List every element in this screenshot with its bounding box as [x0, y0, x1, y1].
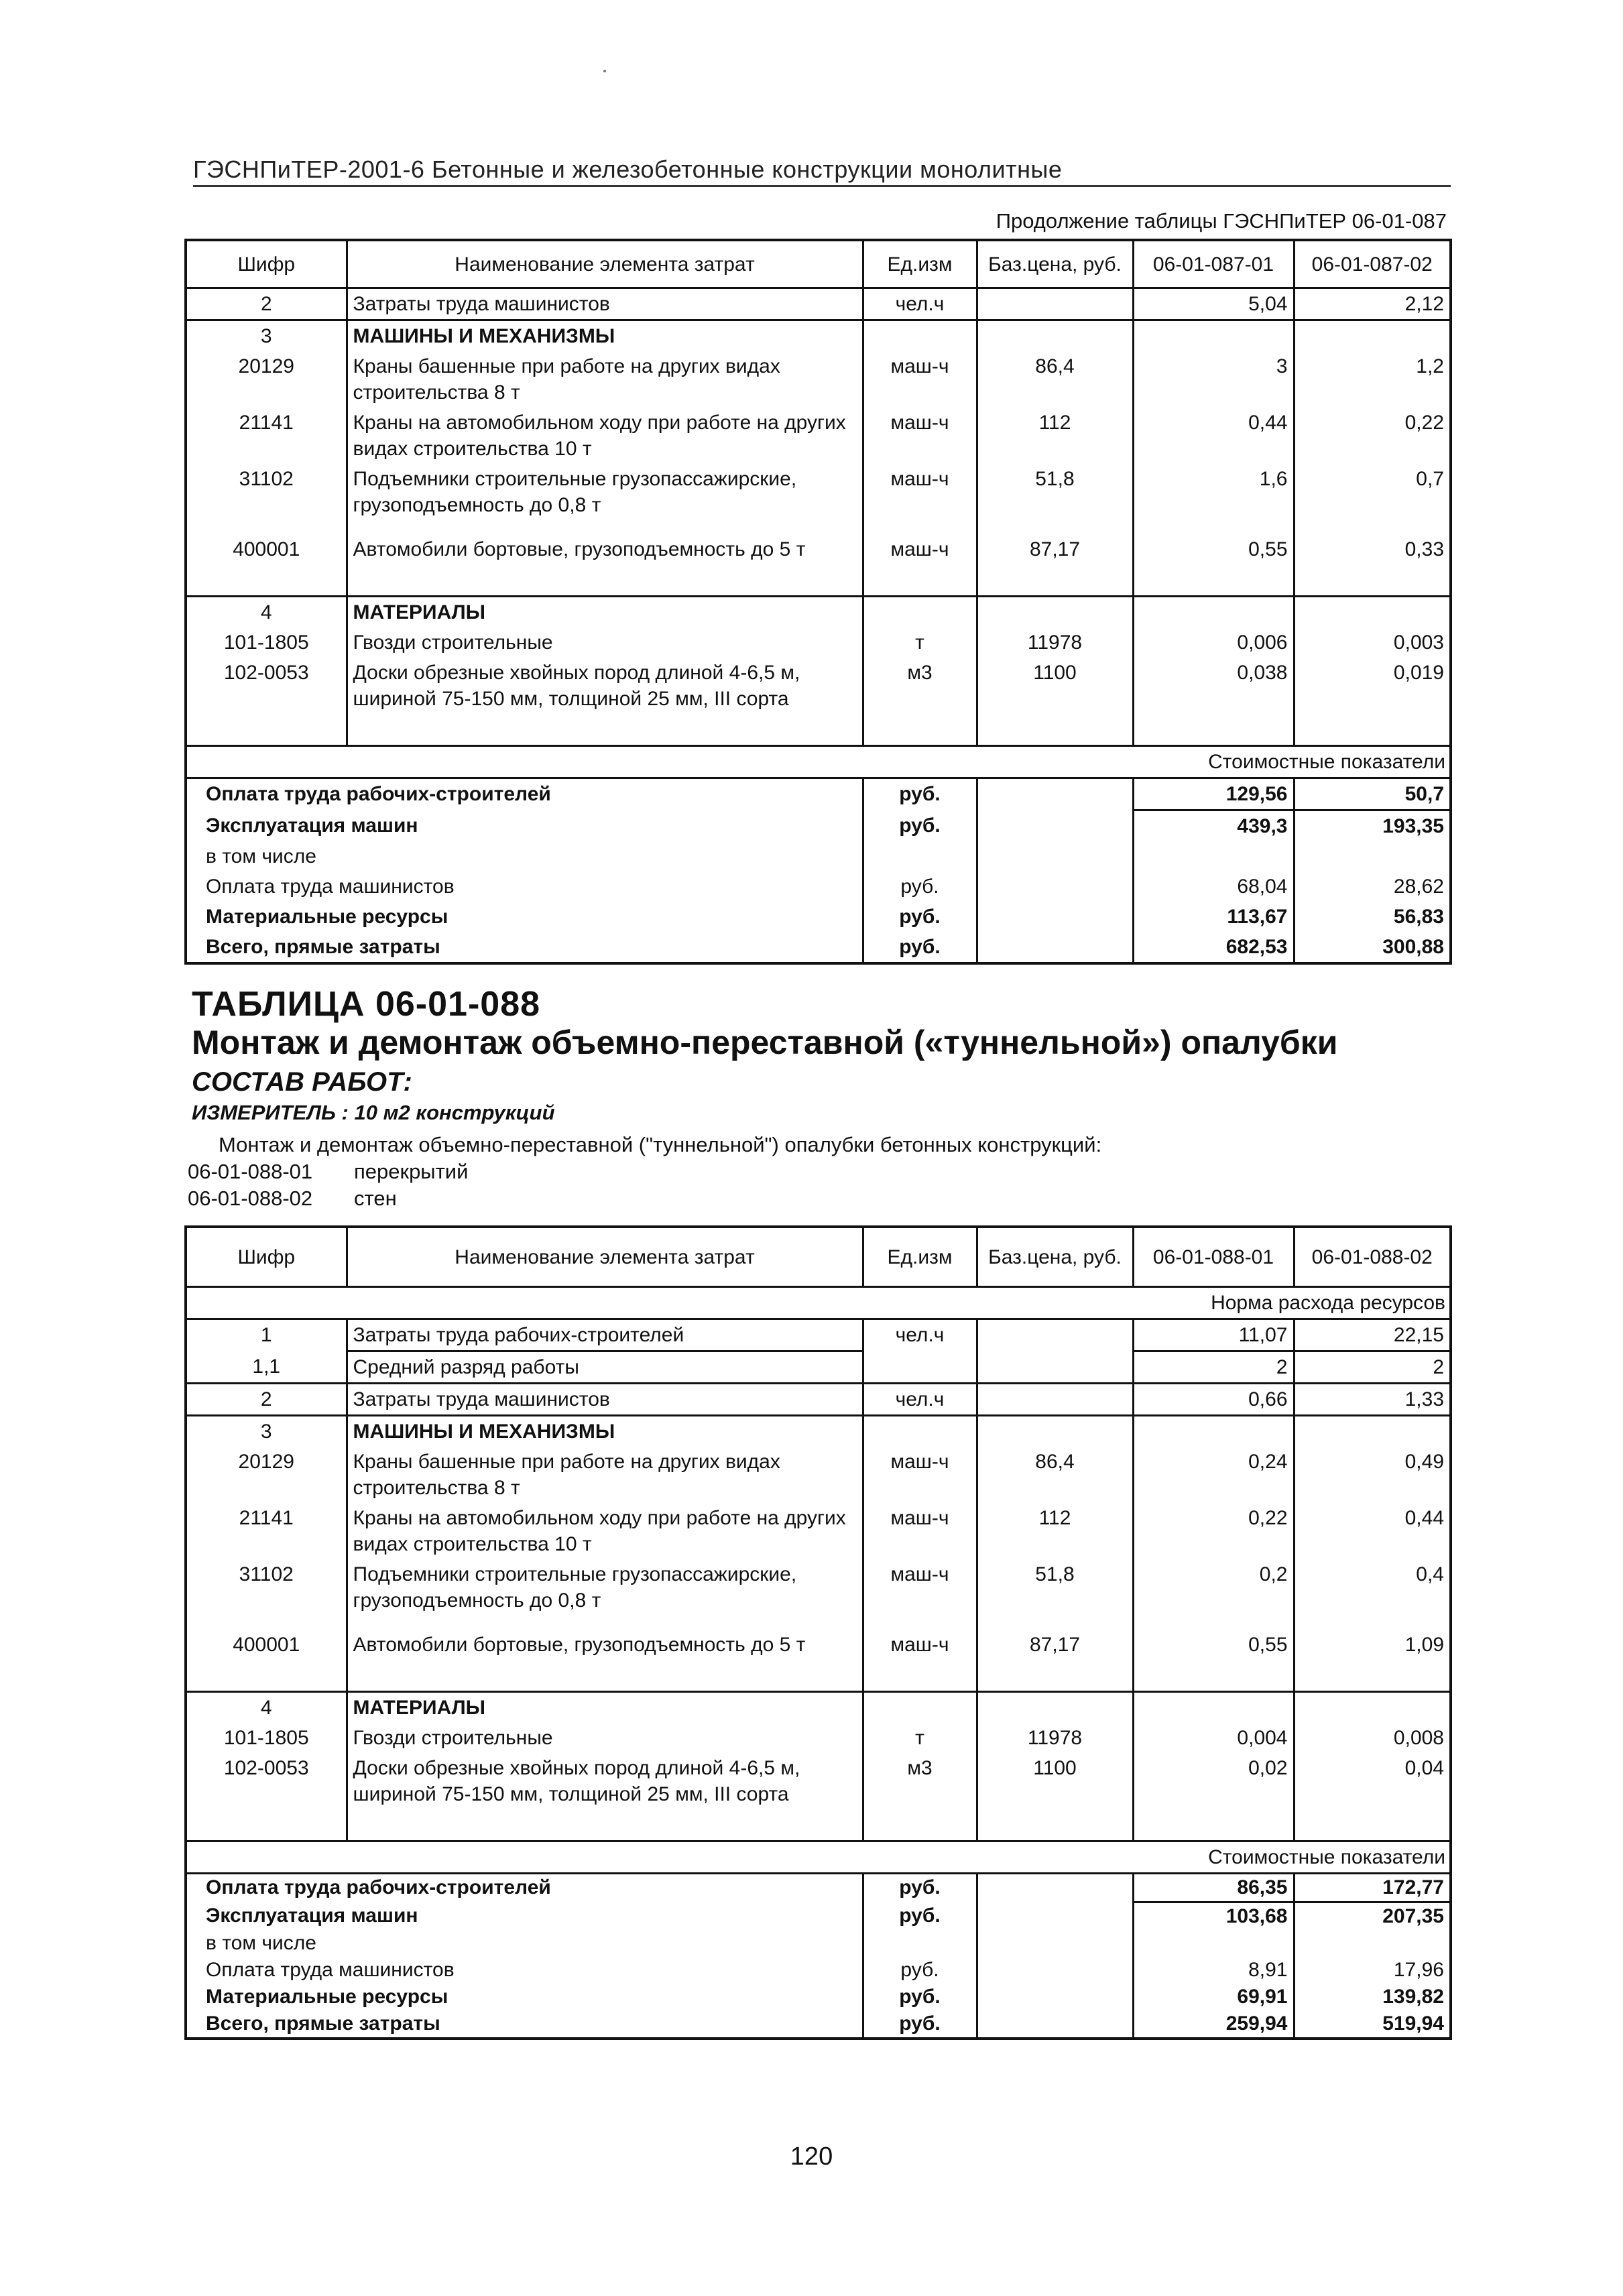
row-name: Краны башенные при работе на других видах строительства 8 т: [347, 351, 863, 408]
row-value-2: 0,33: [1404, 538, 1444, 560]
row-code: 21141: [186, 408, 347, 464]
row-value-2: [1294, 320, 1451, 352]
summary-value-2: 193,35: [1382, 815, 1444, 837]
row-code: 400001: [186, 520, 347, 564]
table-row: [186, 351, 1451, 408]
row-value-2: 0,04: [1404, 1757, 1444, 1779]
row-code: 4: [186, 1692, 347, 1724]
row-unit: маш-ч: [863, 351, 977, 408]
row-unit: м3: [863, 658, 977, 714]
row-unit: т: [863, 627, 977, 658]
summary-value-1: 129,56: [1133, 778, 1294, 810]
row-name: Затраты труда рабочих-строителей: [347, 1319, 863, 1351]
summary-unit: руб.: [863, 1957, 977, 1984]
cost-band: Стоимостные показатели: [186, 746, 1451, 778]
summary-value-2: [1294, 841, 1451, 871]
summary-row: [186, 1957, 1451, 1984]
row-value-2: [1294, 1416, 1451, 1447]
row-price: 51,8: [977, 1559, 1133, 1616]
row-unit: маш-ч: [863, 408, 977, 464]
row-value-2: 1,09: [1404, 1634, 1444, 1656]
resource-table-088: [184, 1225, 1452, 2040]
table-row: [186, 1616, 1451, 1660]
summary-row: [186, 1984, 1451, 2010]
row-code: 31102: [186, 464, 347, 520]
summary-value-1: 682,53: [1133, 932, 1294, 963]
running-head: ГЭСНПиТЕР-2001-6 Бетонные и железобетонные конструкции монолитные: [193, 156, 1063, 183]
row-value-1: [1133, 1692, 1294, 1724]
table-row: [186, 1503, 1451, 1559]
row-price: [977, 288, 1133, 320]
summary-row: [186, 871, 1451, 902]
row-unit: [863, 1351, 977, 1384]
summary-unit: руб.: [863, 871, 977, 902]
header-col1: 06-01-088-01: [1133, 1227, 1294, 1287]
summary-label: Всего, прямые затраты: [186, 932, 863, 963]
row-unit: т: [863, 1723, 977, 1753]
header-code: Шифр: [186, 240, 347, 288]
summary-value-1: 259,94: [1133, 2010, 1294, 2039]
summary-label: Материальные ресурсы: [186, 1984, 863, 2010]
row-name: Автомобили бортовые, грузоподъемность до 5 т: [347, 520, 863, 564]
row-price: 87,17: [977, 1616, 1133, 1660]
row-unit: маш-ч: [863, 1503, 977, 1559]
row-value-1: 0,66: [1133, 1384, 1294, 1416]
work-item: [188, 1187, 397, 1211]
row-name: Подъемники строительные грузопассажирские, грузоподъемность до 0,8 т: [347, 1559, 863, 1616]
summary-label: Оплата труда машинистов: [186, 871, 863, 902]
summary-value-1: 103,68: [1133, 1902, 1294, 1931]
summary-value-1: 86,35: [1133, 1874, 1294, 1902]
table-row: [186, 1416, 1451, 1447]
table-spacer: [186, 1809, 1451, 1841]
summary-unit: руб.: [863, 1984, 977, 2010]
row-price: 11978: [977, 1723, 1133, 1753]
table-row: [186, 288, 1451, 320]
row-price: 1100: [977, 658, 1133, 714]
row-unit: маш-ч: [863, 1559, 977, 1616]
header-unit: Ед.изм: [863, 1227, 977, 1287]
summary-value-1: 439,3: [1133, 810, 1294, 842]
row-value-1: [1133, 320, 1294, 352]
header-name: Наименование элемента затрат: [347, 1227, 863, 1287]
summary-value-2: 172,77: [1294, 1874, 1451, 1902]
row-unit: чел.ч: [863, 288, 977, 320]
row-value-1: 0,004: [1133, 1723, 1294, 1753]
section-heading: МАШИНЫ И МЕХАНИЗМЫ: [347, 320, 863, 352]
summary-value-1: 69,91: [1133, 1984, 1294, 2010]
scan-speck: [603, 70, 606, 72]
row-unit: [863, 320, 977, 352]
page-number: 120: [790, 2142, 833, 2171]
row-price: 11978: [977, 627, 1133, 658]
summary-value-1: [1133, 1930, 1294, 1957]
summary-value-2: 56,83: [1393, 906, 1444, 928]
row-price: [977, 1351, 1133, 1384]
row-value-1: 0,02: [1133, 1753, 1294, 1809]
row-value-1: 3: [1133, 351, 1294, 408]
row-name: Гвозди строительные: [347, 1723, 863, 1753]
row-price: 86,4: [977, 1447, 1133, 1503]
row-value-2: 0,019: [1393, 662, 1444, 684]
work-item-text: стен: [354, 1187, 397, 1210]
summary-row: [186, 1874, 1451, 1902]
row-value-1: 0,006: [1133, 627, 1294, 658]
table-row: [186, 1319, 1451, 1351]
table-subtitle: Монтаж и демонтаж объемно-переставной («туннельной») опалубки: [192, 1024, 1338, 1061]
summary-value-2: 28,62: [1393, 875, 1444, 898]
row-code: 1: [186, 1319, 347, 1351]
table-row: [186, 1692, 1451, 1724]
row-code: 21141: [186, 1503, 347, 1559]
row-price: [977, 1319, 1133, 1351]
summary-value-1: 8,91: [1133, 1957, 1294, 1984]
summary-unit: [863, 841, 977, 871]
row-name: Краны на автомобильном ходу при работе на других видах строительства 10 т: [347, 1503, 863, 1559]
row-value-2: 0,22: [1404, 412, 1444, 434]
row-value-1: 0,2: [1133, 1559, 1294, 1616]
row-value-2: [1294, 597, 1451, 628]
table-spacer: [186, 564, 1451, 597]
summary-unit: руб.: [863, 932, 977, 963]
summary-label: Оплата труда машинистов: [186, 1957, 863, 1984]
work-item-text: перекрытий: [354, 1160, 469, 1183]
header-col2: 06-01-087-02: [1294, 240, 1451, 288]
summary-row: [186, 2010, 1451, 2039]
composition-label: СОСТАВ РАБОТ:: [192, 1067, 412, 1097]
row-value-2: 0,49: [1404, 1451, 1444, 1473]
summary-row: [186, 810, 1451, 842]
row-price: 1100: [977, 1753, 1133, 1809]
header-col2: 06-01-088-02: [1294, 1227, 1451, 1287]
row-name: Гвозди строительные: [347, 627, 863, 658]
row-value-1: 0,55: [1133, 520, 1294, 564]
table-header-row: [186, 240, 1451, 288]
table-row: [186, 464, 1451, 520]
row-unit: чел.ч: [863, 1319, 977, 1351]
work-item-code: 06-01-088-02: [188, 1187, 313, 1210]
section-heading: МАТЕРИАЛЫ: [347, 1692, 863, 1724]
row-value-1: 0,44: [1133, 408, 1294, 464]
row-name: Автомобили бортовые, грузоподъемность до 5 т: [347, 1616, 863, 1660]
row-price: 51,8: [977, 464, 1133, 520]
summary-row: [186, 932, 1451, 963]
row-value-1: [1133, 1416, 1294, 1447]
row-name: Краны на автомобильном ходу при работе на других видах строительства 10 т: [347, 408, 863, 464]
row-value-1: 0,24: [1133, 1447, 1294, 1503]
row-code: 101-1805: [186, 1723, 347, 1753]
row-code: 3: [186, 320, 347, 352]
row-code: 400001: [186, 1616, 347, 1660]
row-code: 20129: [186, 351, 347, 408]
row-value-2: 0,4: [1416, 1563, 1444, 1585]
summary-unit: руб.: [863, 902, 977, 932]
header-col1: 06-01-087-01: [1133, 240, 1294, 288]
row-value-2: 0,008: [1393, 1727, 1444, 1749]
row-value-2: [1294, 1692, 1451, 1724]
table-header-row: [186, 1227, 1451, 1287]
summary-label: Всего, прямые затраты: [186, 2010, 863, 2039]
row-code: 102-0053: [186, 658, 347, 714]
norm-band: Норма расхода ресурсов: [186, 1287, 1451, 1319]
summary-unit: руб.: [863, 2010, 977, 2039]
summary-label: Оплата труда рабочих-строителей: [186, 1874, 863, 1902]
row-value-1: 0,038: [1133, 658, 1294, 714]
header-price: Баз.цена, руб.: [977, 1227, 1133, 1287]
table-row: [186, 1753, 1451, 1809]
row-value-1: [1133, 597, 1294, 628]
row-code: 101-1805: [186, 627, 347, 658]
header-price: Баз.цена, руб.: [977, 240, 1133, 288]
resource-table-087: [184, 239, 1452, 965]
header-unit: Ед.изм: [863, 240, 977, 288]
table-spacer: [186, 714, 1451, 746]
row-price: [977, 597, 1133, 628]
row-value-2: 1,33: [1294, 1384, 1451, 1416]
table-row: [186, 627, 1451, 658]
work-item: [188, 1160, 468, 1184]
table-row: [186, 408, 1451, 464]
row-value-1: 0,55: [1133, 1616, 1294, 1660]
row-value-1: 0,22: [1133, 1503, 1294, 1559]
table-row: [186, 1559, 1451, 1616]
table-row: [186, 1351, 1451, 1384]
header-code: Шифр: [186, 1227, 347, 1287]
row-price: 112: [977, 408, 1133, 464]
row-value-2: 0,003: [1393, 631, 1444, 654]
row-code: 2: [186, 1384, 347, 1416]
row-value-1: 1,6: [1133, 464, 1294, 520]
row-unit: маш-ч: [863, 1447, 977, 1503]
section-heading: МАТЕРИАЛЫ: [347, 597, 863, 628]
cost-band-row: [186, 746, 1451, 778]
summary-value-2: 50,7: [1294, 778, 1451, 810]
row-unit: маш-ч: [863, 520, 977, 564]
row-code: 31102: [186, 1559, 347, 1616]
table-spacer: [186, 1660, 1451, 1692]
row-name: Средний разряд работы: [347, 1351, 863, 1384]
summary-row: [186, 902, 1451, 932]
row-value-2: 0,44: [1404, 1507, 1444, 1529]
row-code: 2: [186, 288, 347, 320]
summary-row: [186, 1902, 1451, 1931]
continuation-caption: Продолжение таблицы ГЭСНПиТЕР 06-01-087: [996, 209, 1447, 233]
table-row: [186, 1447, 1451, 1503]
cost-band: Стоимостные показатели: [186, 1841, 1451, 1874]
norm-band-row: [186, 1287, 1451, 1319]
summary-label: Эксплуатация машин: [186, 1902, 863, 1931]
row-name: Затраты труда машинистов: [347, 1384, 863, 1416]
table-row: [186, 658, 1451, 714]
row-price: 112: [977, 1503, 1133, 1559]
summary-label: Эксплуатация машин: [186, 810, 863, 842]
table-title: ТАБЛИЦА 06-01-088: [192, 985, 541, 1024]
summary-value-1: [1133, 841, 1294, 871]
row-code: 1,1: [186, 1351, 347, 1384]
summary-value-2: 519,94: [1382, 2012, 1444, 2035]
row-name: Доски обрезные хвойных пород длиной 4-6,5 м, шириной 75-150 мм, толщиной 25 мм, III сорта: [347, 658, 863, 714]
row-value-2: 2,12: [1294, 288, 1451, 320]
header-name: Наименование элемента затрат: [347, 240, 863, 288]
cost-band-row: [186, 1841, 1451, 1874]
summary-value-1: 68,04: [1133, 871, 1294, 902]
row-name: Краны башенные при работе на других видах строительства 8 т: [347, 1447, 863, 1503]
work-description: Монтаж и демонтаж объемно-переставной ("туннельной") опалубки бетонных конструкций:: [219, 1133, 1102, 1156]
row-value-2: 2: [1433, 1356, 1444, 1378]
summary-value-2: 139,82: [1382, 1986, 1444, 2008]
summary-row: [186, 841, 1451, 871]
row-unit: маш-ч: [863, 1616, 977, 1660]
table-row: [186, 520, 1451, 564]
section-heading: МАШИНЫ И МЕХАНИЗМЫ: [347, 1416, 863, 1447]
summary-label: в том числе: [186, 1930, 863, 1957]
summary-value-2: 17,96: [1393, 1959, 1444, 1981]
row-unit: чел.ч: [863, 1384, 977, 1416]
row-price: [977, 320, 1133, 352]
summary-unit: руб.: [863, 1874, 977, 1902]
row-value-2: 22,15: [1294, 1319, 1451, 1351]
row-price: [977, 1692, 1133, 1724]
summary-unit: [863, 1930, 977, 1957]
table-row: [186, 1723, 1451, 1753]
row-unit: [863, 597, 977, 628]
summary-value-1: 113,67: [1133, 902, 1294, 932]
row-unit: м3: [863, 1753, 977, 1809]
summary-row: [186, 1930, 1451, 1957]
row-unit: маш-ч: [863, 464, 977, 520]
summary-label: Оплата труда рабочих-строителей: [186, 778, 863, 810]
row-unit: [863, 1416, 977, 1447]
row-code: 20129: [186, 1447, 347, 1503]
row-name: Затраты труда машинистов: [347, 288, 863, 320]
summary-value-2: 300,88: [1382, 936, 1444, 958]
summary-unit: руб.: [863, 778, 977, 810]
summary-unit: руб.: [863, 1902, 977, 1931]
row-price: 87,17: [977, 520, 1133, 564]
row-code: 3: [186, 1416, 347, 1447]
summary-unit: руб.: [863, 810, 977, 842]
row-price: [977, 1416, 1133, 1447]
row-code: 4: [186, 597, 347, 628]
row-name: Доски обрезные хвойных пород длиной 4-6,5 м, шириной 75-150 мм, толщиной 25 мм, III сорта: [347, 1753, 863, 1809]
table-row: [186, 320, 1451, 352]
work-item-code: 06-01-088-01: [188, 1160, 313, 1183]
table-row: [186, 1384, 1451, 1416]
table-row: [186, 597, 1451, 628]
row-value-1: 11,07: [1133, 1319, 1294, 1351]
row-price: [977, 1384, 1133, 1416]
row-price: 86,4: [977, 351, 1133, 408]
row-value-1: 5,04: [1133, 288, 1294, 320]
row-value-2: 1,2: [1416, 355, 1444, 377]
summary-row: [186, 778, 1451, 810]
summary-value-2: 207,35: [1382, 1905, 1444, 1927]
row-code: 102-0053: [186, 1753, 347, 1809]
row-unit: [863, 1692, 977, 1724]
summary-label: в том числе: [186, 841, 863, 871]
row-value-2: 0,7: [1416, 468, 1444, 490]
row-value-1: 2: [1133, 1351, 1294, 1384]
running-head-rule: [193, 185, 1451, 187]
summary-label: Материальные ресурсы: [186, 902, 863, 932]
measure-unit: ИЗМЕРИТЕЛЬ : 10 м2 конструкций: [192, 1101, 555, 1124]
summary-value-2: [1294, 1930, 1451, 1957]
row-name: Подъемники строительные грузопассажирские, грузоподъемность до 0,8 т: [347, 464, 863, 520]
